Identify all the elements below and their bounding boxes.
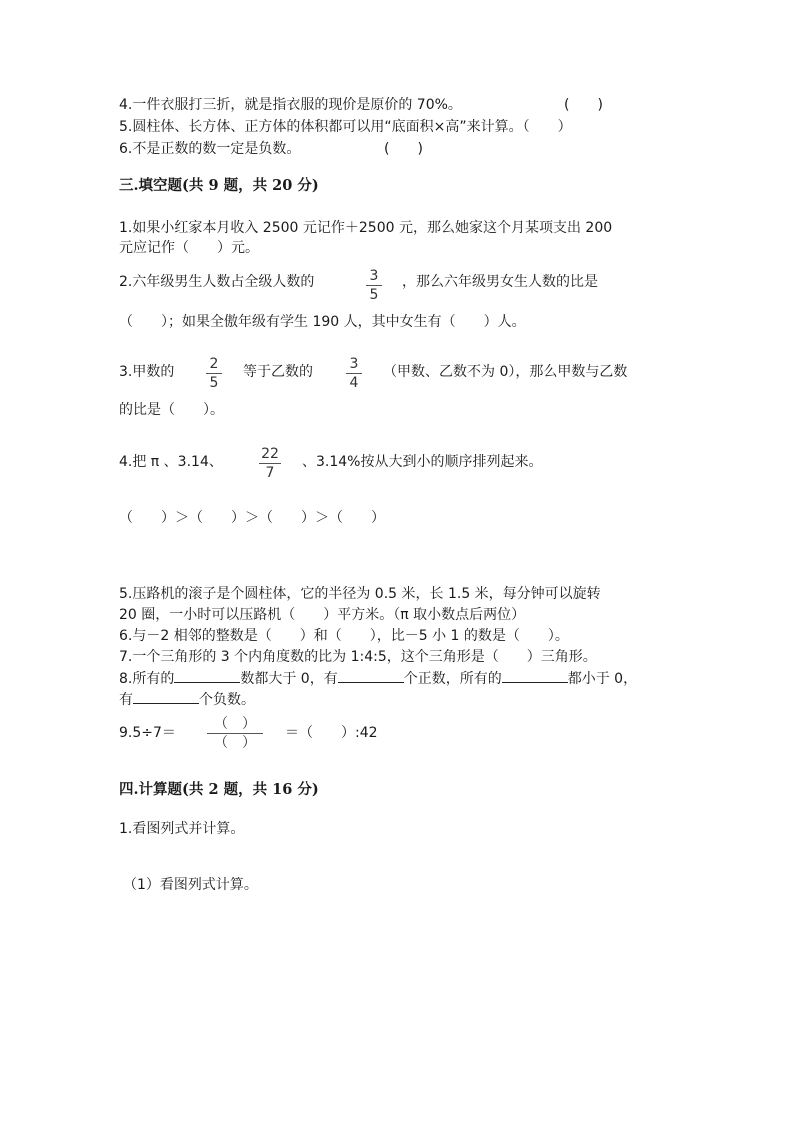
fill-q5-line2: 20 圈，一小时可以压路机（ ）平方米。（π 取小数点后两位） xyxy=(119,607,526,623)
fill-q2-text-a: 2.六年级男生人数占全级人数的 xyxy=(119,274,315,290)
fill-q7: 7.一个三角形的 3 个内角度数的比为 1:4:5，这个三角形是（ ）三角形。 xyxy=(119,649,597,665)
judge-item-6-answer-paren: ( ) xyxy=(384,141,423,157)
fill-q2-text-b: ，那么六年级男女生人数的比是 xyxy=(402,274,598,290)
fill-q3-text-c: （甲数、乙数不为 0），那么甲数与乙数 xyxy=(383,364,628,380)
q8-text-a: 8.所有的 xyxy=(119,671,175,687)
fill-q1-line2: 元应记作（ ）元。 xyxy=(119,240,259,256)
fraction-denominator: 5 xyxy=(209,375,219,391)
fraction-denominator: 4 xyxy=(349,375,359,391)
answer-blank-line xyxy=(174,668,240,683)
fill-q1-line1: 1.如果小红家本月收入 2500 元记作＋2500 元，那么她家这个月某项支出 200 xyxy=(119,220,613,236)
fraction-bar xyxy=(346,373,362,374)
section3-title: 三.填空题(共 9 题，共 20 分) xyxy=(119,177,319,194)
fill-q4-ordering-blanks: （ ）＞（ ）＞（ ）＞（ ） xyxy=(119,510,385,526)
calc-q1: 1.看图列式并计算。 xyxy=(119,821,245,837)
fill-q6: 6.与－2 相邻的整数是（ ）和（ ），比－5 小 1 的数是（ ）。 xyxy=(119,628,569,644)
judge-item-4-text: 4.一件衣服打三折，就是指衣服的现价是原价的 70%。 xyxy=(119,97,462,113)
q8-text-f: 个负数。 xyxy=(199,692,255,708)
fill-q3-fraction-2 xyxy=(346,356,362,391)
fraction-bar xyxy=(366,285,382,286)
fill-q2-line2: （ ）；如果全傲年级有学生 190 人，其中女生有（ ）人。 xyxy=(119,314,526,330)
fraction-numerator: 2 xyxy=(209,356,219,372)
fill-q3-text-a: 3.甲数的 xyxy=(119,364,175,380)
calc-q1-sub1: （1）看图列式计算。 xyxy=(123,877,258,893)
fill-q4-fraction xyxy=(259,446,281,481)
answer-blank-line xyxy=(133,689,199,704)
fraction-numerator: （ ） xyxy=(214,716,256,732)
fill-q9-text-a: 9.5÷7＝ xyxy=(119,725,176,741)
q8-text-e: 有 xyxy=(119,692,133,708)
fill-q4-text-b: 、3.14%按从大到小的顺序排列起来。 xyxy=(302,454,543,470)
judge-item-6 xyxy=(119,139,300,159)
fraction-bar xyxy=(259,463,281,464)
section4-title: 四.计算题(共 2 题，共 16 分) xyxy=(119,781,319,798)
fill-q9-fraction xyxy=(207,716,263,751)
fraction-denominator: （ ） xyxy=(214,735,256,751)
fraction-numerator: 3 xyxy=(349,356,359,372)
fill-q8-line2 xyxy=(119,689,255,710)
fraction-denominator: 5 xyxy=(369,287,379,303)
fill-q9-text-b: ＝（ ）:42 xyxy=(285,725,378,741)
fill-q4-text-a: 4.把 π 、3.14、 xyxy=(119,454,223,470)
fill-q3-text-b: 等于乙数的 xyxy=(243,364,313,380)
q8-text-c: 个正数，所有的 xyxy=(403,671,502,687)
answer-blank-line xyxy=(502,668,568,683)
q8-text-d: 都小于 0， xyxy=(567,671,638,687)
judge-item-5: 5.圆柱体、长方体、正方体的体积都可以用“底面积×高”来计算。（ ） xyxy=(119,119,572,135)
fraction-denominator: 7 xyxy=(265,465,275,481)
fill-q3-fraction-1 xyxy=(206,356,222,391)
fraction-numerator: 3 xyxy=(369,268,379,284)
q8-text-b: 数都大于 0，有 xyxy=(240,671,338,687)
fill-q8-line1 xyxy=(119,668,637,689)
fraction-bar xyxy=(206,373,222,374)
judge-item-4-answer-paren: ( ) xyxy=(564,97,603,113)
fill-q3-line2: 的比是（ ）。 xyxy=(119,402,224,418)
fraction-numerator: 22 xyxy=(261,446,279,462)
fill-q2-fraction xyxy=(366,268,382,303)
answer-blank-line xyxy=(338,668,404,683)
judge-item-6-text: 6.不是正数的数一定是负数。 xyxy=(119,141,301,157)
fraction-bar xyxy=(207,733,263,734)
judge-item-4 xyxy=(119,95,462,115)
fill-q5-line1: 5.压路机的滚子是个圆柱体，它的半径为 0.5 米，长 1.5 米，每分钟可以旋转 xyxy=(119,586,601,602)
